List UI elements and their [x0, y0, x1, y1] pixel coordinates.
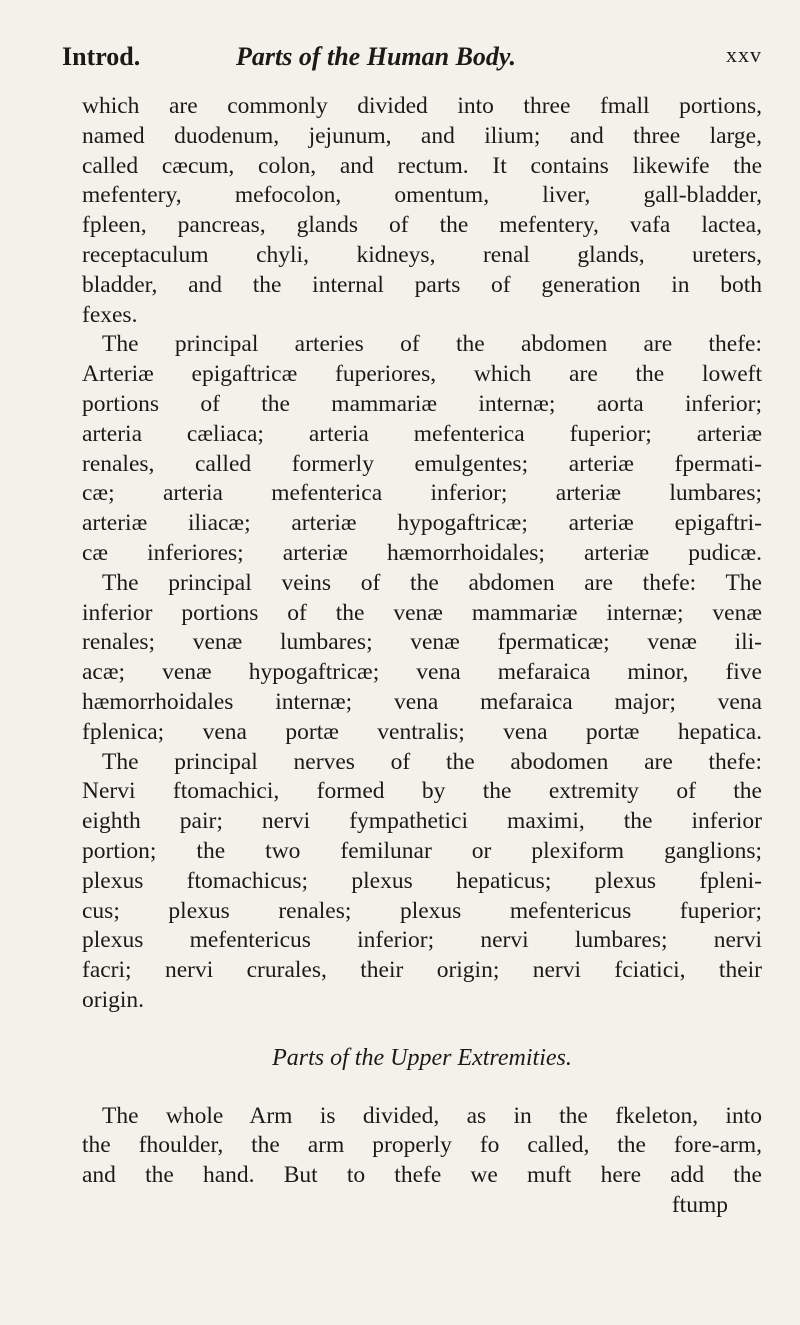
text-line: and the hand. But to thefe we muft here add the	[82, 1162, 762, 1189]
text-line: called cæcum, colon, and rectum. It contains likewife the	[82, 152, 762, 179]
catchword: ftump	[671, 1191, 728, 1218]
text-line: named duodenum, jejunum, and ilium; and three large,	[82, 122, 762, 149]
text-line: receptaculum chyli, kidneys, renal glands, ureters,	[82, 241, 762, 268]
section-heading: Parts of the Upper Extremities.	[272, 1044, 572, 1071]
text-line: renales; venæ lumbares; venæ fpermaticæ; venæ ili-	[82, 629, 762, 656]
text-line: Nervi ftomachici, formed by the extremity of the	[82, 778, 762, 805]
text-line: The whole Arm is divided, as in the fkeleton, into	[102, 1102, 762, 1129]
text-line: bladder, and the internal parts of generation in both	[82, 271, 762, 298]
text-line: arteria cæliaca; arteria mefenterica fuperior; arteriæ	[82, 420, 762, 447]
text-line: fexes.	[82, 301, 138, 328]
text-line: portion; the two femilunar or plexiform ganglions;	[82, 837, 762, 864]
text-line: hæmorrhoidales internæ; vena mefaraica major; vena	[82, 688, 762, 715]
text-line: plexus ftomachicus; plexus hepaticus; plexus fpleni-	[82, 867, 762, 894]
paragraph-nerves	[82, 748, 762, 1016]
text-line: cæ inferiores; arteriæ hæmorrhoidales; arteriæ pudicæ.	[82, 539, 762, 566]
text-line: inferior portions of the venæ mammariæ internæ; venæ	[82, 599, 762, 626]
text-line: the fhoulder, the arm properly fo called, the fore-arm,	[82, 1132, 762, 1159]
page-body	[82, 92, 762, 1221]
text-line: which are commonly divided into three fmall portions,	[82, 93, 762, 119]
page-number: xxv	[726, 42, 762, 67]
text-line: The principal nerves of the abodomen are thefe:	[102, 748, 762, 775]
paragraph-abdomen-contents	[82, 92, 762, 330]
text-line: The principal veins of the abdomen are thefe: The	[102, 569, 762, 596]
header-title: Parts of the Human Body.	[236, 42, 517, 71]
text-line: eighth pair; nervi fympathetici maximi, the inferior	[82, 808, 762, 835]
text-line: fpleen, pancreas, glands of the mefentery, vafa lactea,	[82, 212, 762, 239]
text-line: origin.	[82, 986, 145, 1013]
text-line: portions of the mammariæ internæ; aorta inferior;	[82, 390, 762, 417]
paragraph-veins	[82, 569, 762, 748]
text-line: cus; plexus renales; plexus mefentericus fuperior;	[82, 897, 762, 924]
paragraph-arteries	[82, 330, 762, 568]
running-header	[62, 42, 762, 82]
text-line: facri; nervi crurales, their origin; nervi fciatici, their	[82, 957, 762, 984]
text-line: renales, called formerly emulgentes; arteriæ fpermati-	[82, 450, 762, 477]
text-line: fplenica; vena portæ ventralis; vena portæ hepatica.	[82, 718, 762, 745]
paragraph-upper-extremities	[82, 1102, 762, 1191]
text-line: arteriæ iliacæ; arteriæ hypogaftricæ; arteriæ epigaftri-	[82, 510, 762, 537]
text-line: acæ; venæ hypogaftricæ; vena mefaraica minor, five	[82, 659, 762, 686]
text-line: Arteriæ epigaftricæ fuperiores, which are the loweft	[82, 361, 762, 388]
text-line: cæ; arteria mefenterica inferior; arteriæ lumbares;	[82, 480, 762, 507]
text-line: mefentery, mefocolon, omentum, liver, gall-bladder,	[82, 182, 762, 209]
header-section: Introd.	[62, 42, 141, 71]
text-line: The principal arteries of the abdomen are thefe:	[102, 331, 762, 358]
text-line: plexus mefentericus inferior; nervi lumbares; nervi	[82, 927, 762, 954]
